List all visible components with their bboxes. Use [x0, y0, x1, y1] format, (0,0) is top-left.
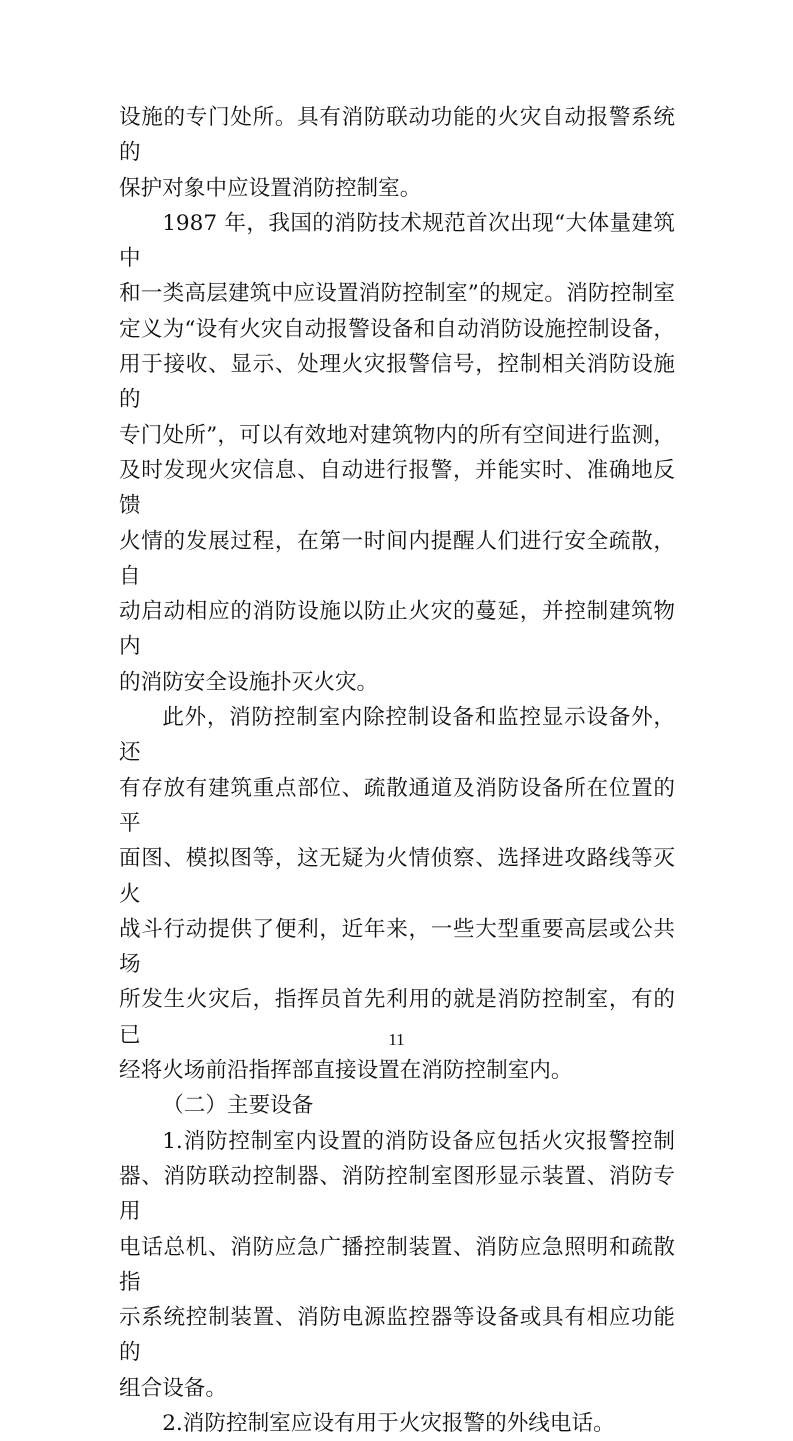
text-line: 1987 年，我国的消防技术规范首次出现“大体量建筑中 [119, 210, 675, 272]
paragraph-continuation [119, 100, 675, 206]
text-line: 及时发现火灾信息、自动进行报警，并能实时、准确地反馈 [119, 457, 675, 519]
paragraph-item-1 [119, 1124, 675, 1406]
text-line: 动启动相应的消防设施以防止火灾的蔓延，并控制建筑物内 [119, 599, 675, 660]
text-line: 1.消防控制室内设置的消防设备应包括火灾报警控制 [162, 1128, 675, 1154]
text-line: 的消防安全设施扑灭火灾。 [119, 669, 379, 695]
text-line: 器、消防联动控制器、消防控制室图形显示装置、消防专用 [119, 1163, 675, 1225]
text-line: 设施的专门处所。具有消防联动功能的火灾自动报警系统的 [119, 105, 675, 166]
document-body [119, 100, 675, 1441]
paragraph-history [119, 206, 675, 700]
text-line: 组合设备。 [119, 1375, 227, 1401]
text-line: 面图、模拟图等，这无疑为火情侦察、选择进攻路线等灭火 [119, 846, 675, 907]
text-line: 保护对象中应设置消防控制室。 [119, 175, 422, 201]
text-line: 用于接收、显示、处理火灾报警信号，控制相关消防设施的 [119, 352, 675, 413]
text-line: 所发生火灾后，指挥员首先利用的就是消防控制室，有的已 [119, 987, 675, 1048]
text-line: 经将火场前沿指挥部直接设置在消防控制室内。 [119, 1058, 573, 1084]
text-line: 和一类高层建筑中应设置消防控制室”的规定。消防控制室 [119, 281, 675, 307]
text-line: 战斗行动提供了便利，近年来，一些大型重要高层或公共场 [119, 916, 675, 978]
text-line: 此外，消防控制室内除控制设备和监控显示设备外，还 [119, 705, 675, 766]
section-heading: （二）主要设备 [162, 1093, 314, 1119]
text-line: 有存放有建筑重点部位、疏散通道及消防设备所在位置的平 [119, 775, 675, 836]
text-line: 电话总机、消防应急广播控制装置、消防应急照明和疏散指 [119, 1234, 675, 1295]
paragraph-item-2 [119, 1406, 675, 1441]
text-line: 火情的发展过程，在第一时间内提醒人们进行安全疏散，自 [119, 528, 675, 589]
text-line: 定义为“设有火灾自动报警设备和自动消防设施控制设备， [119, 316, 675, 342]
page-number: 11 [388, 1030, 405, 1049]
text-line: 示系统控制装置、消防电源监控器等设备或具有相应功能的 [119, 1305, 675, 1366]
text-line: 专门处所”，可以有效地对建筑物内的所有空间进行监测， [119, 422, 675, 448]
text-line: 2.消防控制室应设有用于火灾报警的外线电话。 [162, 1410, 615, 1436]
